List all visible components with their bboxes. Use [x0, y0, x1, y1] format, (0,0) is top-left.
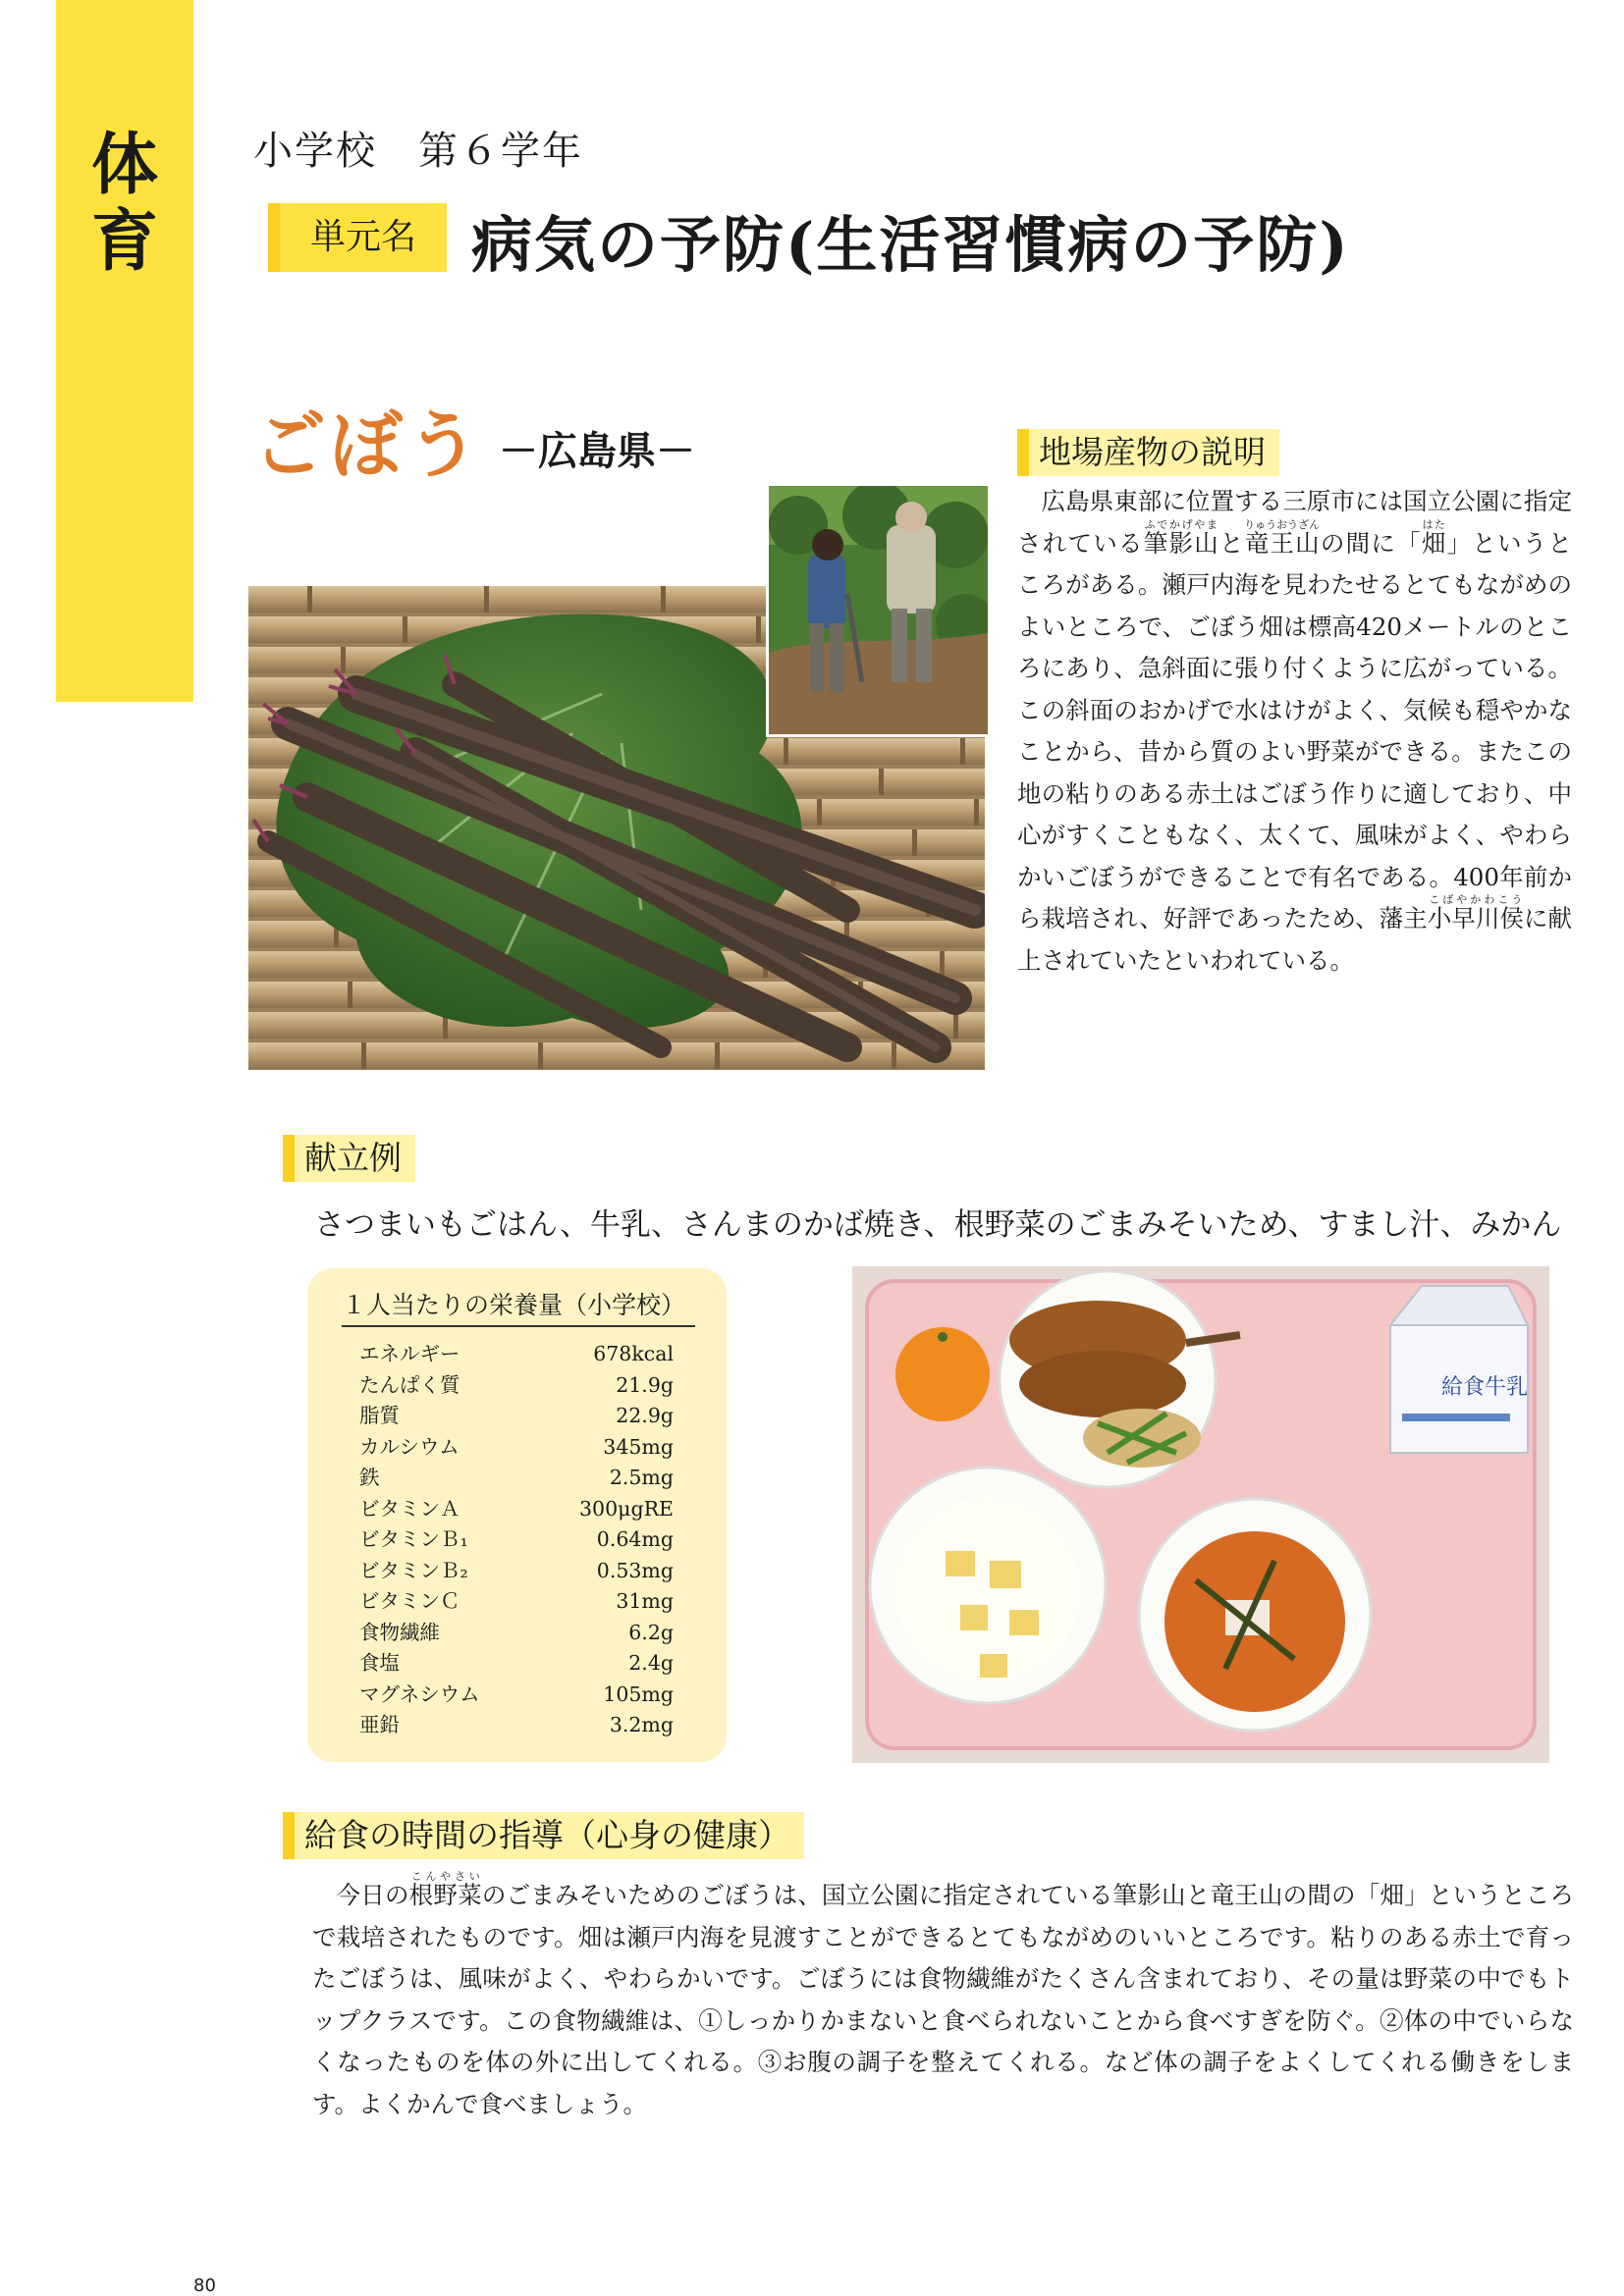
nutrient-value: 2.5mg — [609, 1466, 674, 1489]
product-name: ごぼう — [253, 403, 483, 488]
nutrient-name: たんぱく質 — [359, 1372, 460, 1397]
nutrient-name: 食塩 — [359, 1651, 400, 1675]
nutrition-row — [359, 1680, 674, 1711]
nutrient-name: カルシウム — [359, 1434, 460, 1459]
nutrition-row — [359, 1524, 674, 1556]
nutrient-name: ビタミンＡ — [359, 1496, 460, 1521]
nutrient-value: 345mg — [603, 1434, 674, 1459]
nutrition-row — [359, 1463, 674, 1494]
nutrient-name: 脂質 — [359, 1404, 400, 1427]
nutrient-name: 亜鉛 — [359, 1713, 400, 1736]
nutrition-row — [359, 1586, 674, 1618]
explanation-text: 広島県東部に位置する三原市には国立公園に指定されている筆影山ふでかげやまと竜王山りゅうおうざんの間に「畑はた」というところがある。瀬戸内海を見わたせるとてもながめのよいところで、ごぼう畑は標高420メートルのところにあり、急斜面に張り付くように広がっている。この斜面のおかげで水はけがよく、気候も穏やかなことから、昔から質のよい野菜ができる。またこの地の粘りのある赤土はごぼう作りに適しており、中心がすくこともなく、太くて、風味がよく、やわらかいごぼうができることで有名である。400年前から栽培され、好評であったため、藩主小早川侯こばやかわこうに献上されていたといわれている。 — [1017, 487, 1573, 975]
nutrient-value: 6.2g — [628, 1620, 674, 1644]
guidance-text: 今日の根野菜こんやさいのごまみそいためのごぼうは、国立公園に指定されている筆影山と竜王山の間の「畑」というところで栽培されたものです。畑は瀬戸内海を見渡すことができるとてもながめのいいところです。粘りのある赤土で育ったごぼうは、風味がよく、やわらかいです。ごぼうには食物繊維がたくさん含まれており、その量は野菜の中でもトップクラスです。この食物繊維は、①しっかりかまないと食べられないことから食べすぎを防ぐ。②体の中でいらなくなったものを体の外に出してくれる。③お腹の調子を整えてくれる。など体の調子をよくしてくれる働きをします。よくかんで食べましょう。 — [312, 1870, 1575, 2118]
grade-label: 小学校 第６学年 — [253, 129, 583, 174]
nutrient-value: 0.64mg — [596, 1527, 674, 1551]
nutrient-name: 鉄 — [359, 1466, 380, 1489]
lunch-photo — [852, 1266, 1549, 1763]
unit-name-text: 単元名 — [309, 217, 416, 257]
guidance-heading: 給食の時間の指導（心身の健康） — [283, 1812, 804, 1859]
nutrition-row — [359, 1556, 674, 1587]
nutrient-name: ビタミンＢ₁ — [359, 1527, 468, 1551]
nutrition-table — [359, 1339, 674, 1741]
nutrition-title: １人当たりの栄養量（小学校） — [342, 1291, 686, 1319]
nutrient-value: 0.53mg — [596, 1558, 674, 1582]
nutrition-row — [359, 1710, 674, 1741]
nutrient-value: 3.2mg — [609, 1713, 674, 1736]
menu-heading: 献立例 — [283, 1135, 415, 1182]
nutrient-name: 食物繊維 — [359, 1620, 440, 1644]
nutrient-value: 22.9g — [616, 1404, 674, 1427]
nutrient-name: エネルギー — [359, 1342, 460, 1365]
nutrition-row — [359, 1401, 674, 1432]
nutrition-row — [359, 1494, 674, 1525]
nutrition-row — [359, 1648, 674, 1680]
explanation-heading: 地場産物の説明 — [1017, 429, 1279, 476]
nutrient-value: 2.4g — [628, 1651, 674, 1675]
nutrient-name: ビタミンＢ₂ — [359, 1558, 468, 1582]
nutrient-value: 300μgRE — [579, 1496, 674, 1521]
page-number: 80 — [193, 2275, 216, 2296]
nutrient-value: 678kcal — [593, 1342, 674, 1365]
unit-title: 病気の予防(生活習慣病の予防) — [471, 209, 1350, 281]
nutrition-row — [359, 1618, 674, 1649]
menu-text: さつまいもごはん、牛乳、さんまのかば焼き、根野菜のごまみそいため、すまし汁、みかん — [314, 1207, 1562, 1243]
unit-name-label — [280, 203, 447, 272]
nutrition-row — [359, 1339, 674, 1370]
nutrition-row — [359, 1432, 674, 1464]
product-prefecture: －広島県－ — [499, 429, 695, 474]
subject-label: 体 育 — [90, 127, 158, 281]
farm-photo — [766, 483, 991, 737]
nutrient-value: 105mg — [603, 1682, 674, 1706]
nutrition-divider — [342, 1325, 695, 1327]
nutrient-name: マグネシウム — [359, 1682, 480, 1706]
subject-tab — [56, 0, 193, 702]
nutrition-row — [359, 1370, 674, 1402]
nutrient-value: 21.9g — [616, 1372, 674, 1397]
nutrient-value: 31mg — [616, 1589, 674, 1613]
milk-label: 給食牛乳 — [1441, 1375, 1529, 1400]
nutrient-name: ビタミンＣ — [359, 1589, 460, 1613]
